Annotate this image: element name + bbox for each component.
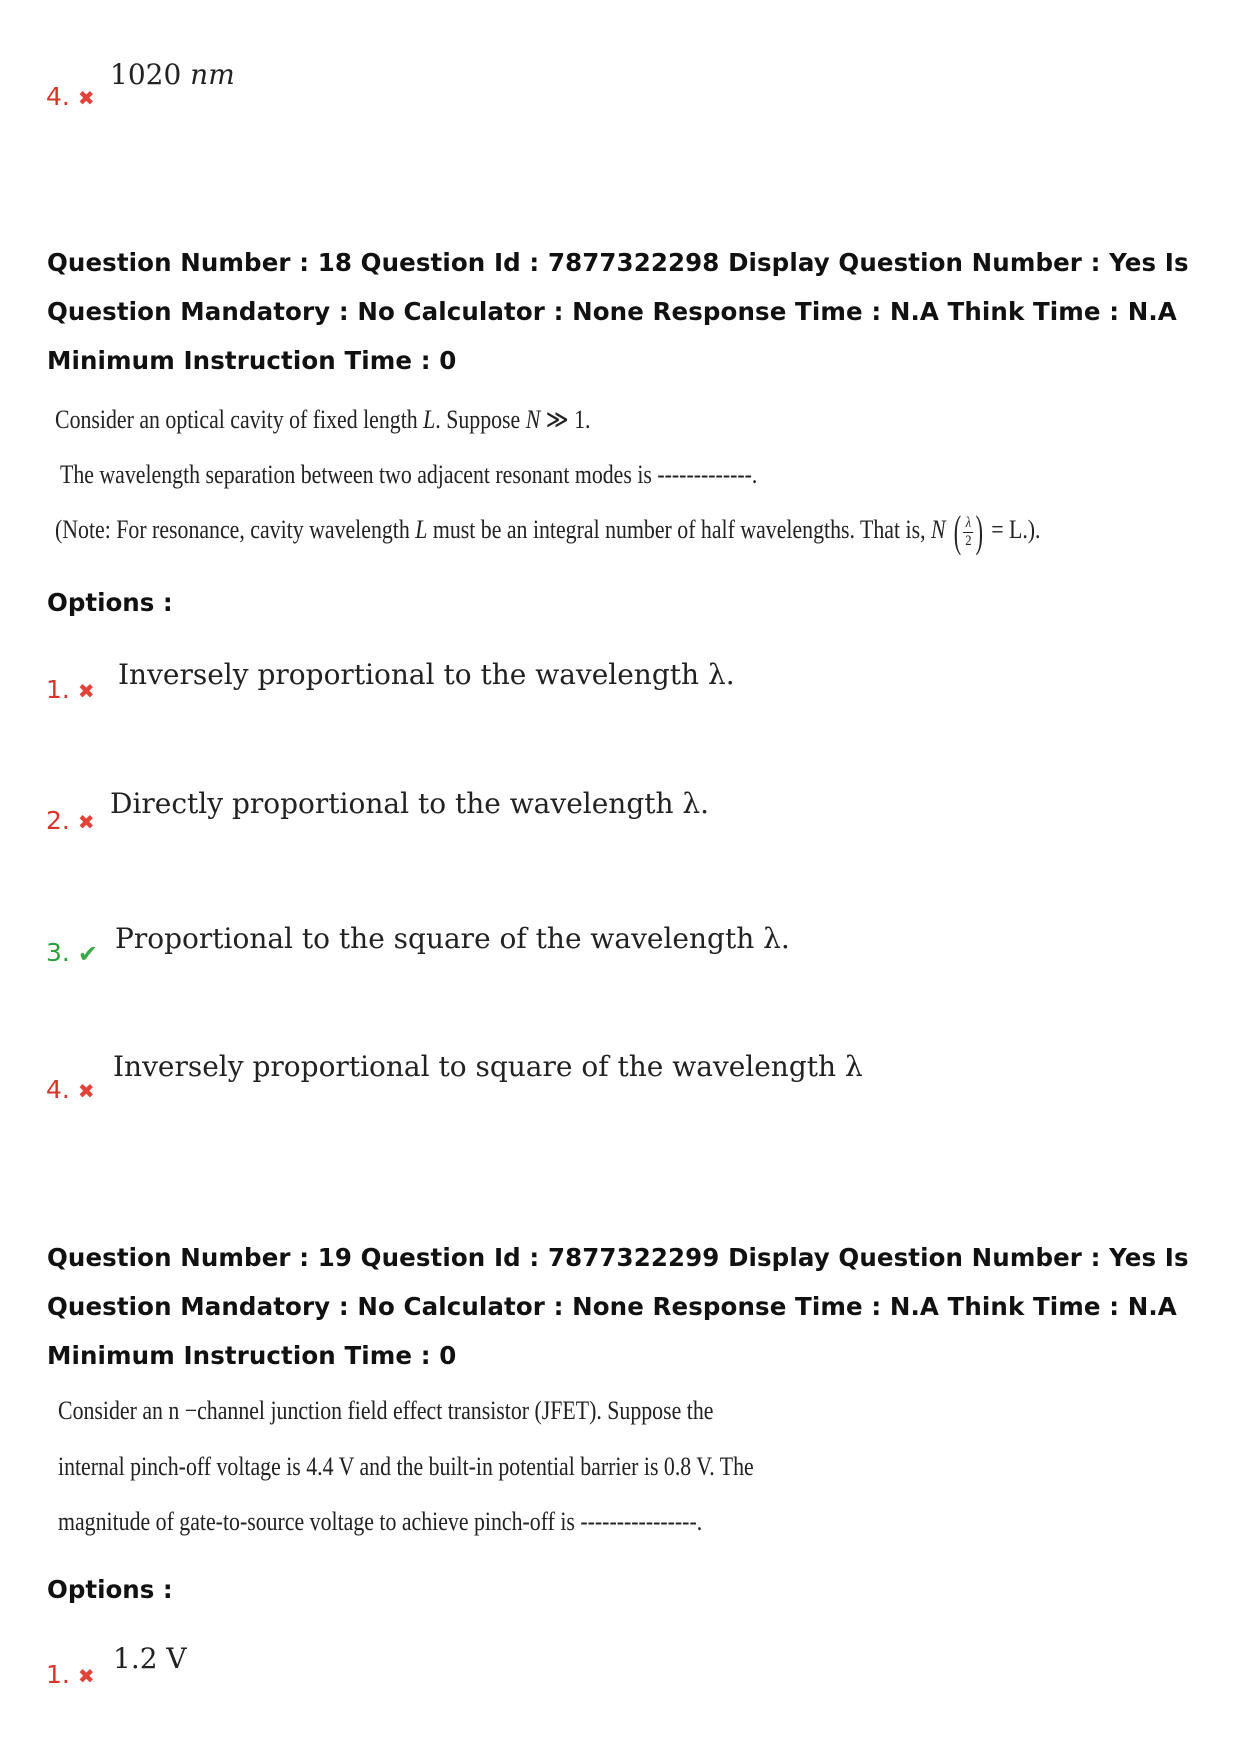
question-18-line-1: Consider an optical cavity of fixed length L. Suppose N ≫ 1.: [55, 405, 591, 434]
option-text: Directly proportional to the wavelength λ.: [110, 787, 710, 820]
wrong-mark-icon: ✖: [77, 86, 95, 110]
question-18-line-2: The wavelength separation between two adjacent resonant modes is -------------.: [60, 460, 758, 489]
option-number: 4. ✖: [46, 82, 95, 111]
wrong-mark-icon: ✖: [77, 810, 95, 834]
option-text: Proportional to the square of the wavelength λ.: [115, 922, 790, 955]
option-number: 1. ✖: [46, 1660, 95, 1689]
correct-check-icon: ✔: [77, 940, 98, 968]
question-19-line-1: Consider an n −channel junction field effect transistor (JFET). Suppose the: [58, 1396, 714, 1425]
option-number: 4. ✖: [46, 1075, 95, 1104]
option-number: 3. ✔: [46, 938, 98, 968]
question-19-line-3: magnitude of gate-to-source voltage to achieve pinch-off is ----------------.: [58, 1507, 703, 1536]
question-18-header: Question Number : 18 Question Id : 7877322298 Display Question Number : Yes Is Question Mandatory : No Calculator : None Response Time : N.A Think Time : N.A Minimum Instruction Time : 0: [47, 248, 1189, 375]
wrong-mark-icon: ✖: [77, 1079, 95, 1103]
question-18-line-3: (Note: For resonance, cavity wavelength L must be an integral number of half wavelengths. That is, N ( λ 2 ) = L.).: [55, 507, 1041, 556]
option-text: 1.2 V: [113, 1642, 187, 1675]
fraction: ( λ 2 ): [953, 507, 984, 556]
options-label: Options :: [47, 588, 173, 617]
wrong-mark-icon: ✖: [77, 1664, 95, 1688]
option-number: 1. ✖: [46, 675, 95, 704]
question-19-header: Question Number : 19 Question Id : 7877322299 Display Question Number : Yes Is Question Mandatory : No Calculator : None Response Time : N.A Think Time : N.A Minimum Instruction Time : 0: [47, 1243, 1189, 1370]
option-text: 1020 nm: [110, 58, 235, 91]
question-19-line-2: internal pinch-off voltage is 4.4 V and the built-in potential barrier is 0.8 V. The: [58, 1452, 754, 1481]
option-text: Inversely proportional to the wavelength λ.: [118, 658, 735, 691]
option-number: 2. ✖: [46, 806, 95, 835]
option-text: Inversely proportional to square of the wavelength λ: [113, 1050, 863, 1083]
options-label: Options :: [47, 1575, 173, 1604]
wrong-mark-icon: ✖: [77, 679, 95, 703]
